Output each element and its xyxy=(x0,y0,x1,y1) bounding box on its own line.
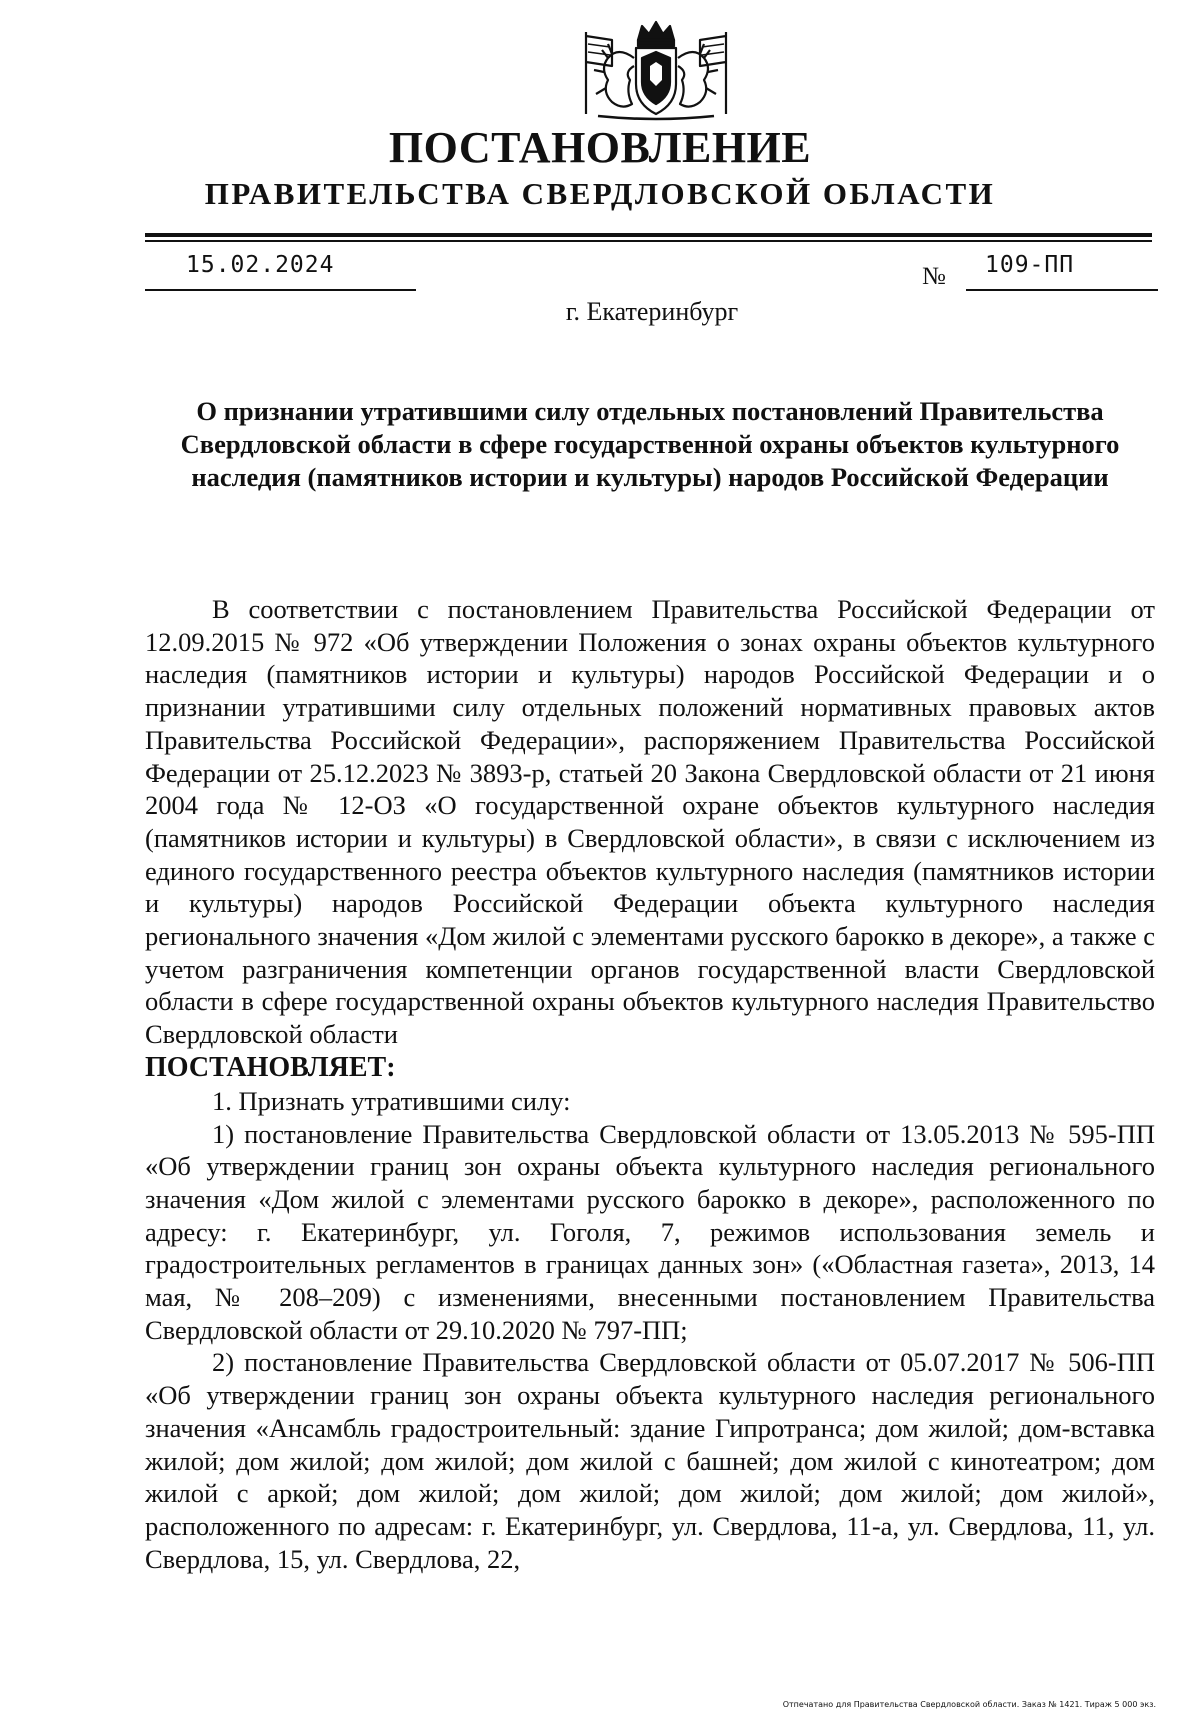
document-subtitle: ПРАВИТЕЛЬСТВА СВЕРДЛОВСКОЙ ОБЛАСТИ xyxy=(204,176,996,211)
subitem-2: 2) постановление Правительства Свердловской области от 05.07.2017 № 506-ПП «Об утверждении границ зон охраны объекта культурного наследия регионального значения «Ансамбль градостроительный: здание Гипротранса; дом жилой; дом-вставка жилой; дом жилой; дом жилой; дом жилой с башней; дом жилой с кинотеатром; дом жилой с аркой; дом жилой; дом жилой; дом жилой; дом жилой; дом жилой», расположенного по адресам: г. Екатеринбург, ул. Свердлова, 11-а, ул. Свердлова, 11, ул. Свердлова, 15, ул. Свердлова, 22, xyxy=(145,1347,1155,1574)
document-heading: О признании утратившими силу отдельных постановлений Правительства Свердловской области в сфере государственной охраны объектов культурного наследия (памятников истории и культуры) народов Российской Федерации xyxy=(180,396,1120,492)
document-body xyxy=(145,593,1155,1575)
subitem-1: 1) постановление Правительства Свердловской области от 13.05.2013 № 595-ПП «Об утверждении границ зон охраны объекта культурного наследия регионального значения «Дом жилой с элементами русского барокко в декоре», расположенного по адресу: г. Екатеринбург, ул. Гоголя, 7, режимов использования земель и градостроительных регламентов в границах данных зон» («Областная газета», 2013, 14 мая, № 208–209) с изменениями, внесенными постановлением Правительства Свердловской области от 29.10.2020 № 797-ПП; xyxy=(145,1118,1155,1345)
coat-of-arms-icon xyxy=(572,18,740,122)
header-rule-thick xyxy=(145,233,1152,237)
document-title: ПОСТАНОВЛЕНИЕ xyxy=(388,123,812,172)
number-sign: № xyxy=(922,263,946,290)
date-underline xyxy=(145,289,416,291)
decree-word: ПОСТАНОВЛЯЕТ: xyxy=(145,1051,396,1083)
number-underline xyxy=(966,289,1158,291)
city-name: г. Екатеринбург xyxy=(565,297,739,326)
header-rule-thin xyxy=(145,240,1152,242)
print-imprint: Отпечатано для Правительства Свердловской области. Заказ № 1421. Тираж 5 000 экз. xyxy=(782,1700,1156,1709)
document-number: 109-ПП xyxy=(985,252,1075,278)
document-date: 15.02.2024 xyxy=(186,252,335,278)
preamble-paragraph: В соответствии с постановлением Правительства Российской Федерации от 12.09.2015 № 972 «Об утверждении Положения о зонах охраны объектов культурного наследия (памятников истории и культуры) народов Российской Федерации и о признании утратившими силу отдельных положений нормативных правовых актов Правительства Российской Федерации», распоряжением Правительства Российской Федерации от 25.12.2023 № 3893-р, статьей 20 Закона Свердловской области от 21 июня 2004 года № 12-ОЗ «О государственной охране объектов культурного наследия (памятников истории и культуры) в Свердловской области», в связи с исключением из единого государственного реестра объектов культурного наследия (памятников истории и культуры) народов Российской Федерации объекта культурного наследия регионального значения «Дом жилой с элементами русского барокко в декоре», а также с учетом разграничения компетенции органов государственной власти Свердловской области в сфере государственной охраны объектов культурного наследия Правительство Свердловской области xyxy=(145,594,1155,1050)
item-1: 1. Признать утратившими силу: xyxy=(212,1085,571,1116)
